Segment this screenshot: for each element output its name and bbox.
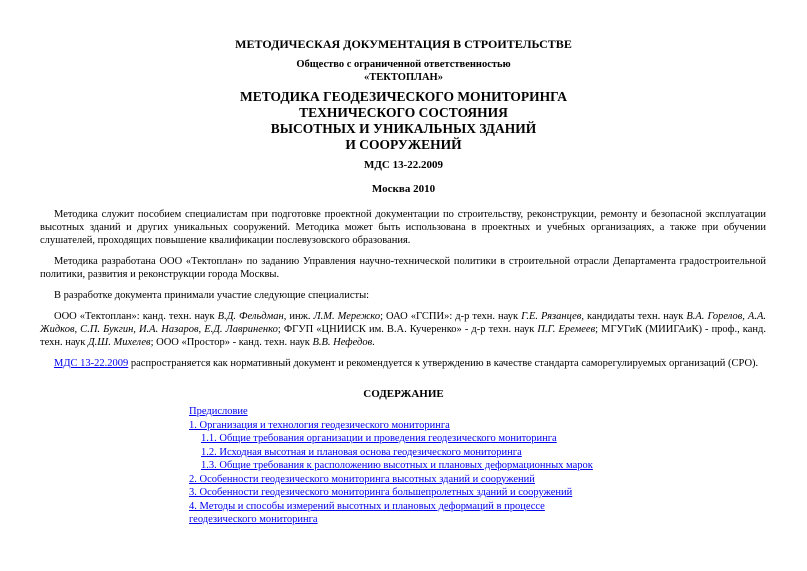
toc-link-preface[interactable]: Предисловие [189,406,248,417]
toc-link-section-1-1[interactable]: 1.1. Общие требования организации и проведения геодезического мониторинга [201,433,557,444]
document-title [0,89,807,153]
participant-name: Д.Ш. Михелев [87,337,151,348]
participant-name: В.Д. Фельдман [217,311,284,322]
document-category: МЕТОДИЧЕСКАЯ ДОКУМЕНТАЦИЯ В СТРОИТЕЛЬСТВЕ [235,37,572,51]
organization-name: «ТЕКТОПЛАН» [364,72,443,83]
document-code: МДС 13-22.2009 [363,159,444,171]
participants-text: , кандидаты техн. наук [581,311,687,322]
title-line: МЕТОДИКА ГЕОДЕЗИЧЕСКОГО МОНИТОРИНГА [239,89,568,104]
status-text: распространяется как нормативный документ и рекомендуется к утверждению в качестве стандарта саморегулируемых организаций (СРО). [128,358,759,369]
paragraph-developer: Методика разработана ООО «Тектоплан» по заданию Управления научно-технической политики в строительной отрасли Департамента градостроительной политики, развития и реконструкции города Москвы. [40,256,766,280]
paragraph-participants [40,310,766,349]
organization-block [0,58,807,84]
participants-text: . [372,337,375,348]
participant-name: Г.Е. Рязанцев [521,311,582,322]
participant-name: П.Г. Еремеев [537,324,596,335]
title-line: И СООРУЖЕНИЙ [345,137,462,152]
organization-type: Общество с ограниченной ответственностью [296,59,511,70]
table-of-contents [189,405,639,527]
title-line: ВЫСОТНЫХ И УНИКАЛЬНЫХ ЗДАНИЙ [270,121,537,136]
toc-heading: СОДЕРЖАНИЕ [363,388,444,400]
participants-text: ; МГУГиК (МИИГАиК) - проф., канд. техн. наук [40,324,766,348]
participant-name: В.В. Нефедов [312,337,373,348]
participant-name: В.А. Горелов, А.А. Жидков, С.П. Букгин, И.А. Назаров, Е.Д. Лавриненко [40,311,767,335]
toc-link-section-1-3[interactable]: 1.3. Общие требования к расположению высотных и плановых деформационных марок [201,460,593,471]
participants-text: ; ООО «Простор» - канд. техн. наук [150,337,313,348]
paragraph-participants-intro: В разработке документа принимали участие следующие специалисты: [54,290,370,301]
toc-link-section-1-2[interactable]: 1.2. Исходная высотная и плановая основа геодезического мониторинга [201,446,522,458]
toc-link-section-4-cont[interactable]: геодезического мониторинга [189,514,318,525]
paragraph-purpose: Методика служит пособием специалистам при подготовке проектной документации по строительству, реконструкции, ремонту и безопасной эксплуатации высотных зданий и других уникальных сооружений. Методика может быть использована в проектных и учебных организациях, а также при обучении слушателей, проходящих повышение квалификации послевузовского образования. [40,209,766,246]
toc-link-section-3[interactable]: 3. Особенности геодезического мониторинга большепролетных зданий и сооружений [189,487,573,498]
participants-text: , инж. [283,311,314,322]
paragraph-status [40,357,766,370]
toc-link-section-2[interactable]: 2. Особенности геодезического мониторинга высотных зданий и сооружений [189,473,535,485]
toc-link-section-1[interactable]: 1. Организация и технология геодезического мониторинга [189,419,450,431]
participant-name: Л.М. Мережко [313,311,381,322]
participants-text: ; ФГУП «ЦНИИСК им. В.А. Кучеренко» - д-р техн. наук [277,324,538,335]
participants-text: ; ОАО «ГСПИ»: д-р техн. наук [380,311,522,322]
document-code-link[interactable]: МДС 13-22.2009 [54,358,129,369]
title-line: ТЕХНИЧЕСКОГО СОСТОЯНИЯ [299,105,508,120]
document-body [40,208,766,378]
document-place-year: Москва 2010 [371,183,436,195]
participants-text: ООО «Тектоплан»: канд. техн. наук [54,311,218,322]
toc-link-section-4[interactable]: 4. Методы и способы измерений высотных и плановых деформаций в процессе [189,500,545,512]
